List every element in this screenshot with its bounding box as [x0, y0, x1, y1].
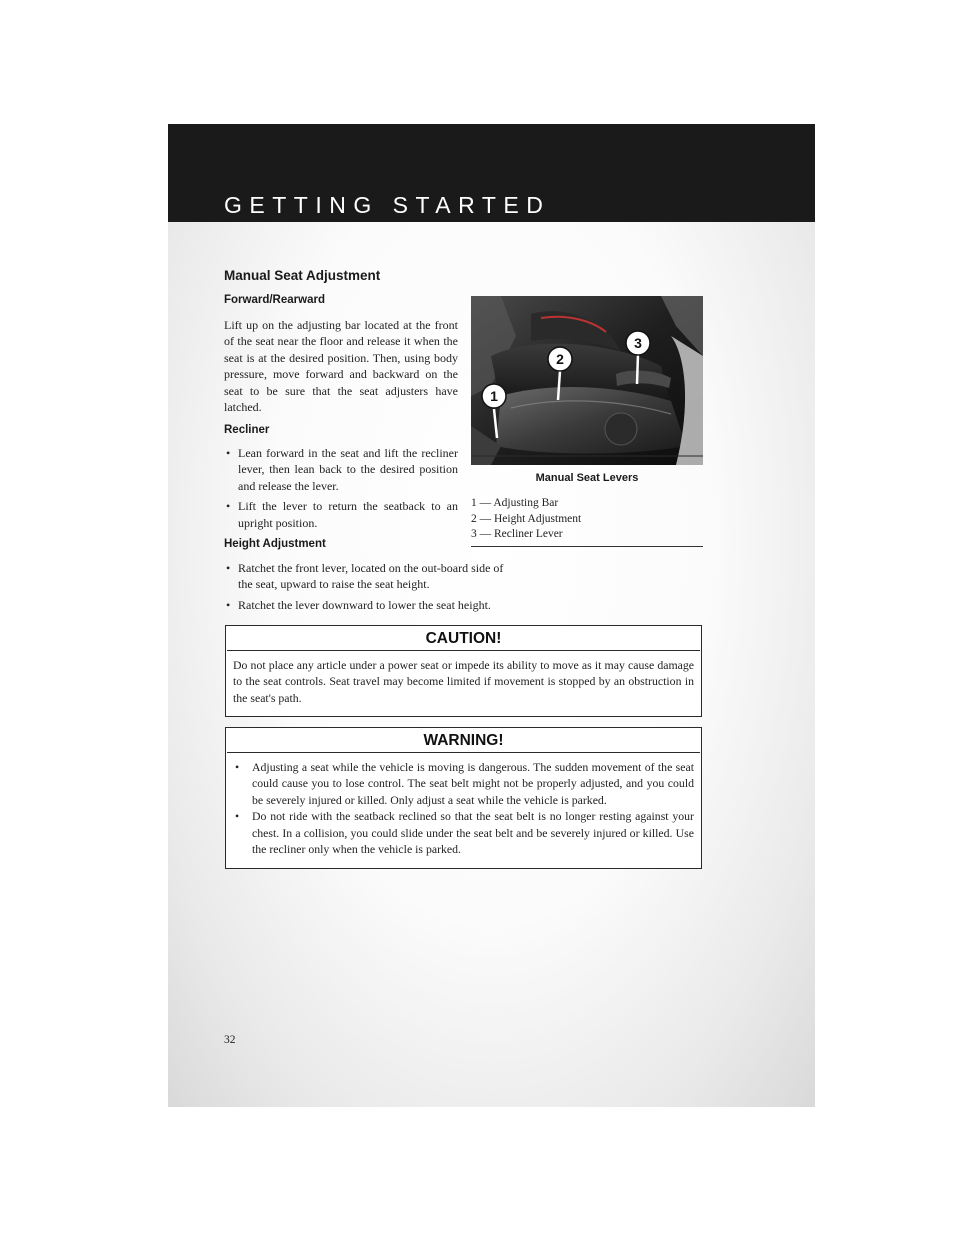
caution-text: Do not place any article under a power seat or impede its ability to move as it may cause damage to the seat controls. Seat travel may become limited if movement is stopped by an obstruction in the seat's path.: [233, 658, 694, 705]
list-item: • Lean forward in the seat and lift the recliner lever, then lean back to the desired position and release the lever.: [224, 445, 458, 494]
legend-item: 2 — Height Adjustment: [471, 512, 582, 525]
figure-legend: [471, 496, 703, 547]
svg-text:3: 3: [634, 335, 642, 351]
list-item: • Do not ride with the seatback reclined so that the seat belt is no longer resting against your chest. In a collision, you could slide under the seat belt and be severely injured or killed. Use the recliner only when the vehicle is parked.: [233, 808, 694, 857]
warning-box: [225, 727, 702, 869]
svg-text:2: 2: [556, 351, 564, 367]
page-number: 32: [224, 1034, 236, 1046]
svg-text:1: 1: [490, 388, 498, 404]
callout-3: [626, 331, 650, 355]
recliner-heading: Recliner: [224, 424, 270, 436]
seat-levers-photo: [471, 296, 703, 465]
callout-1: [482, 384, 506, 408]
recliner-list: [224, 445, 458, 535]
legend-item: 3 — Recliner Lever: [471, 528, 563, 540]
warning-heading: WARNING!: [227, 728, 700, 753]
manual-page: [168, 124, 815, 1107]
list-item: • Lift the lever to return the seatback to an upright position.: [224, 498, 458, 531]
list-item: • Ratchet the front lever, located on the out-board side of the seat, upward to raise the seat height.: [224, 560, 512, 593]
height-adjustment-heading: Height Adjustment: [224, 538, 326, 550]
caution-heading: CAUTION!: [227, 626, 700, 651]
seat-illustration: [471, 296, 703, 465]
chapter-header: [168, 124, 815, 222]
warning-body: [226, 753, 701, 863]
legend-item: 1 — Adjusting Bar: [471, 497, 559, 509]
callout-2: [548, 347, 572, 371]
chapter-title: GETTING STARTED: [224, 192, 551, 218]
height-adjustment-list: [224, 560, 512, 617]
caution-box: [225, 625, 702, 717]
forward-rearward-heading: Forward/Rearward: [224, 294, 325, 306]
forward-rearward-text: Lift up on the adjusting bar located at the front of the seat near the floor and release it when the seat is at the desired position. Then, using body pressure, move forward and backward on the seat to be sure that the seat adjusters have latched.: [224, 318, 458, 415]
warning-list: [233, 759, 694, 857]
list-item: • Ratchet the lever downward to lower the seat height.: [224, 597, 512, 613]
section-title: Manual Seat Adjustment: [224, 268, 381, 283]
figure-caption: Manual Seat Levers: [535, 472, 639, 484]
list-item: • Adjusting a seat while the vehicle is moving is dangerous. The sudden movement of the seat could cause you to lose control. The seat belt might not be properly adjusted, and you could be severely injured or killed. Only adjust a seat while the vehicle is parked.: [233, 759, 694, 808]
